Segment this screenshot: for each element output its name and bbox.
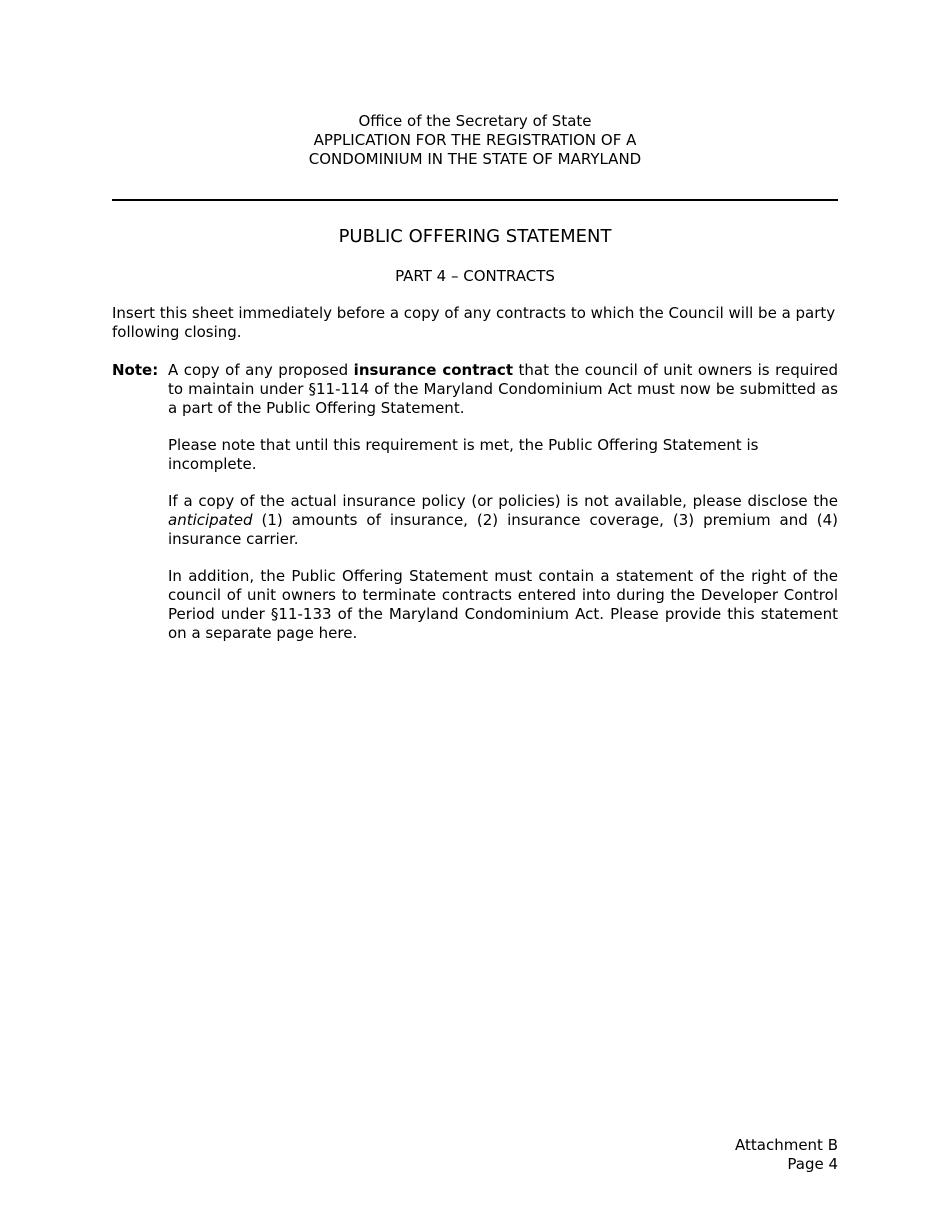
note-paragraph-terminate: In addition, the Public Offering Statement must contain a statement of the right of the council of unit owners to terminate contracts entered into during the Developer Control Period under §11-133 of the Maryland Condominium Act. Please provide this statement on a separate page here. (168, 567, 838, 642)
section-subtitle: PART 4 – CONTRACTS (395, 267, 555, 285)
note-p3-italic: anticipated (168, 511, 253, 529)
note-p3-text-end: (1) amounts of insurance, (2) insurance coverage, (3) premium and (4) insurance carrier. (168, 511, 838, 548)
note-p1-bold: insurance contract (353, 361, 513, 379)
page-footer (735, 1136, 838, 1174)
note-body (168, 361, 838, 661)
intro-paragraph: Insert this sheet immediately before a copy of any contracts to which the Council will be a party following closing. (112, 304, 836, 341)
header-condominium: CONDOMINIUM IN THE STATE OF MARYLAND (308, 150, 642, 168)
note-p3-text-start: If a copy of the actual insurance policy (or policies) is not available, please disclose the (168, 492, 838, 510)
footer-attachment: Attachment B (735, 1136, 838, 1154)
document-header (0, 112, 950, 169)
note-label: Note: (112, 361, 159, 379)
header-application: APPLICATION FOR THE REGISTRATION OF A (313, 131, 637, 149)
footer-page-number: Page 4 (787, 1155, 838, 1173)
note-p1-text-end: that the council of unit owners is required to maintain under §11-114 of the Maryland Condominium Act must now be submitted as a part of the Public Offering Statement. (168, 361, 838, 417)
note-paragraph-policy (168, 492, 838, 549)
note-p1-text-start: A copy of any proposed (168, 361, 354, 379)
note-paragraph-insurance (168, 361, 838, 418)
header-office: Office of the Secretary of State (358, 112, 592, 130)
page-title: PUBLIC OFFERING STATEMENT (338, 226, 612, 247)
note-paragraph-incomplete: Please note that until this requirement is met, the Public Offering Statement is incomplete. (168, 436, 759, 473)
header-divider (112, 199, 838, 201)
